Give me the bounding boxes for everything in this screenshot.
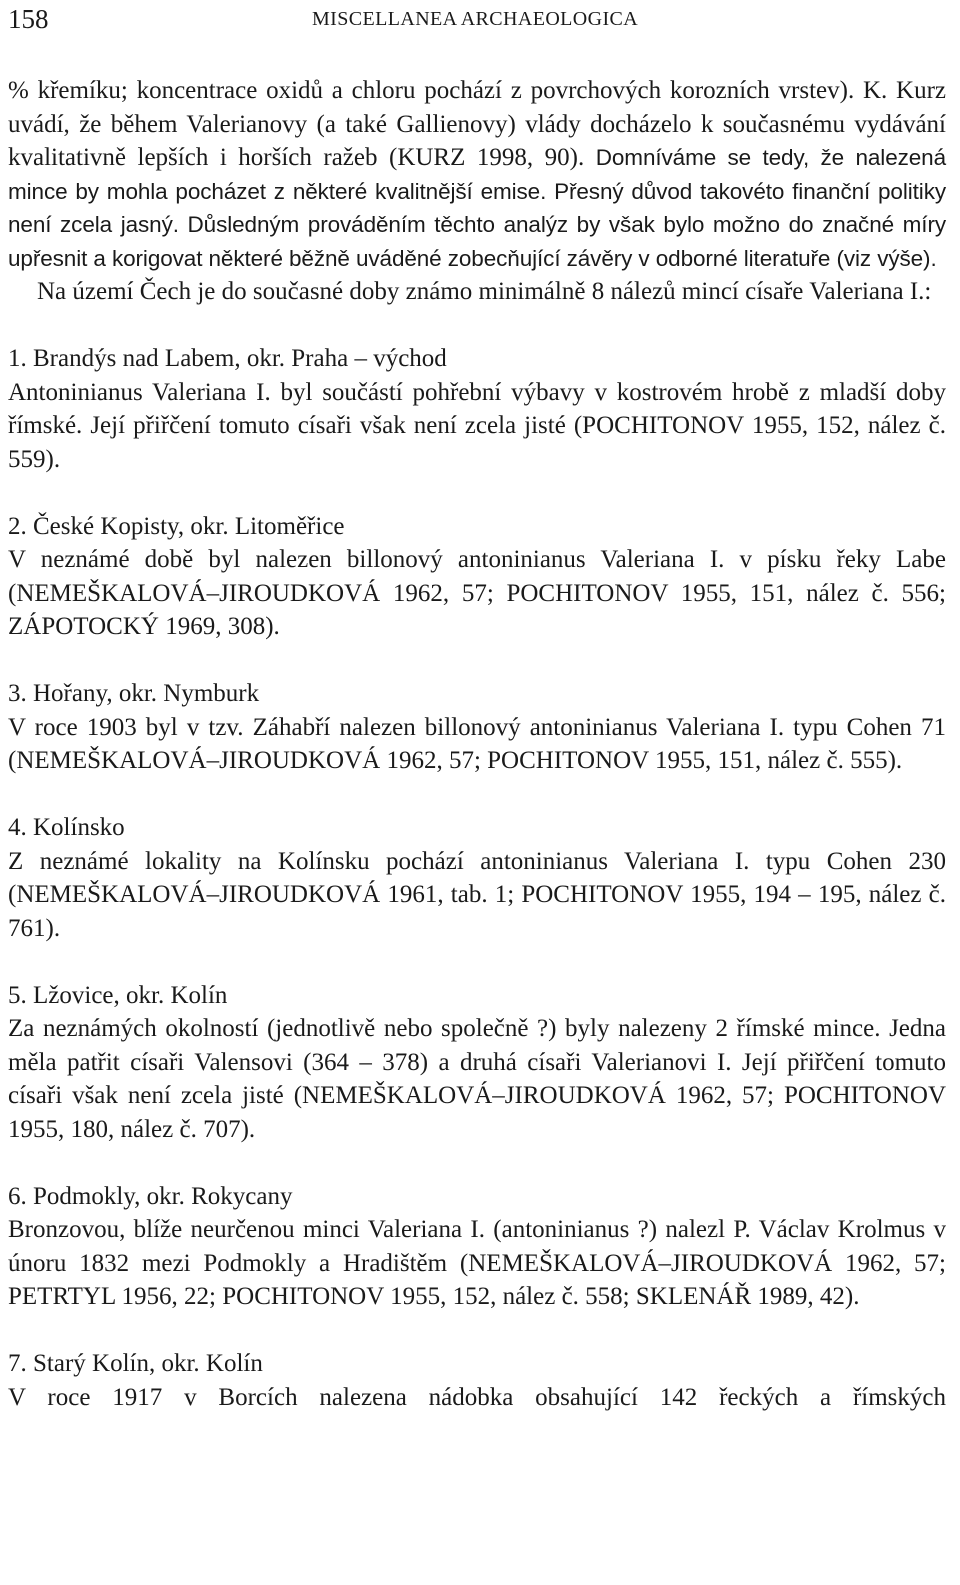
find-item xyxy=(8,1180,946,1314)
find-description: Bronzovou, blíže neurčenou minci Valeriana I. (antoninianus ?) nalezl P. Václav Krolmus v únoru 1832 mezi Podmokly a Hradištěm (NEMEŠKALOVÁ–JIROUDKOVÁ 1962, 57; PETRTYL 1956, 22; POCHITONOV 1955, 152, nález č. 558; SKLENÁŘ 1989, 42). xyxy=(8,1216,946,1310)
intro-text-serif: % křemíku; koncentrace oxidů a chloru pochází z povrchových korozních vrstev). K. Kurz uvádí, že během Valerianovy (a také Gallienovy) vlády docházelo k současnému vydávání kvalitativně lepších i horších ražeb (KURZ 1998, 90). xyxy=(8,77,946,171)
find-title: 7. Starý Kolín, okr. Kolín xyxy=(8,1350,263,1377)
intro-paragraph xyxy=(8,74,946,275)
separator xyxy=(8,778,946,812)
separator xyxy=(8,1146,946,1180)
find-title: 3. Hořany, okr. Nymburk xyxy=(8,680,260,707)
page-header xyxy=(0,0,960,50)
separator xyxy=(8,309,946,343)
find-title: 6. Podmokly, okr. Rokycany xyxy=(8,1182,293,1210)
find-description: V roce 1917 v Borcích nalezena nádobka obsahující 142 řeckých a římských xyxy=(8,1383,946,1411)
find-title: 1. Brandýs nad Labem, okr. Praha – východ xyxy=(8,345,447,372)
find-item xyxy=(8,811,946,945)
find-list xyxy=(8,342,946,1414)
find-title: 2. České Kopisty, okr. Litoměřice xyxy=(8,512,345,540)
find-description: V roce 1903 byl v tzv. Záhabří nalezen billonový antoninianus Valeriana I. typu Cohen 71 (NEMEŠKALOVÁ–JIROUDKOVÁ 1962, 57; POCHITONOV 1955, 151, nález č. 555). xyxy=(8,713,946,774)
find-description: Za neznámých okolností (jednotlivě nebo společně ?) byly nalezeny 2 římské mince. Jedna měla patřit císaři Valensovi (364 – 378) a druhá císaři Valerianovi I. Její přiřčení tomuto císaři však není zcela jisté (NEMEŠKALOVÁ–JIROUDKOVÁ 1962, 57; POCHITONOV 1955, 180, nález č. 707). xyxy=(8,1015,946,1143)
article-body xyxy=(8,74,946,1414)
page-number: 158 xyxy=(8,4,49,34)
find-title: 5. Lžovice, okr. Kolín xyxy=(8,981,228,1009)
intro-text-sans: Domníváme se tedy, že nalezená mince by mohla pocházet z některé kvalitnější emise. Přesný důvod takovéto finanční politiky není zcela jasný. Důsledným prováděním těchto analýz by však bylo možno do značné míry upřesnit a korigovat některé běžně uváděné zobecňující závěry v odborné literatuře (viz výše). xyxy=(8,145,947,271)
finds-count-paragraph: Na území Čech je do současné doby známo minimálně 8 nálezů mincí císaře Valeriana I.: xyxy=(37,278,932,305)
find-item xyxy=(8,677,946,778)
find-description: Antoninianus Valeriana I. byl součástí pohřební výbavy v kostrovém hrobě z mladší doby římské. Její přiřčení tomuto císaři však není zcela jisté (POCHITONOV 1955, 152, nález č. 559). xyxy=(8,378,946,473)
running-head: MISCELLANEA ARCHAEOLOGICA xyxy=(312,8,639,30)
separator xyxy=(8,945,946,979)
find-description: V neznámé době byl nalezen billonový antoninianus Valeriana I. v písku řeky Labe (NEMEŠKALOVÁ–JIROUDKOVÁ 1962, 57; POCHITONOV 1955, 151, nález č. 556; ZÁPOTOCKÝ 1969, 308). xyxy=(8,546,946,640)
separator xyxy=(8,1314,946,1348)
separator xyxy=(8,476,946,510)
find-item xyxy=(8,1347,946,1414)
find-item xyxy=(8,510,946,644)
find-title: 4. Kolínsko xyxy=(8,814,125,841)
find-item xyxy=(8,342,946,476)
separator xyxy=(8,644,946,678)
find-item xyxy=(8,979,946,1147)
find-description: Z neznámé lokality na Kolínsku pochází antoninianus Valeriana I. typu Cohen 230 (NEMEŠKALOVÁ–JIROUDKOVÁ 1961, tab. 1; POCHITONOV 1955, 194 – 195, nález č. 761). xyxy=(8,847,946,942)
